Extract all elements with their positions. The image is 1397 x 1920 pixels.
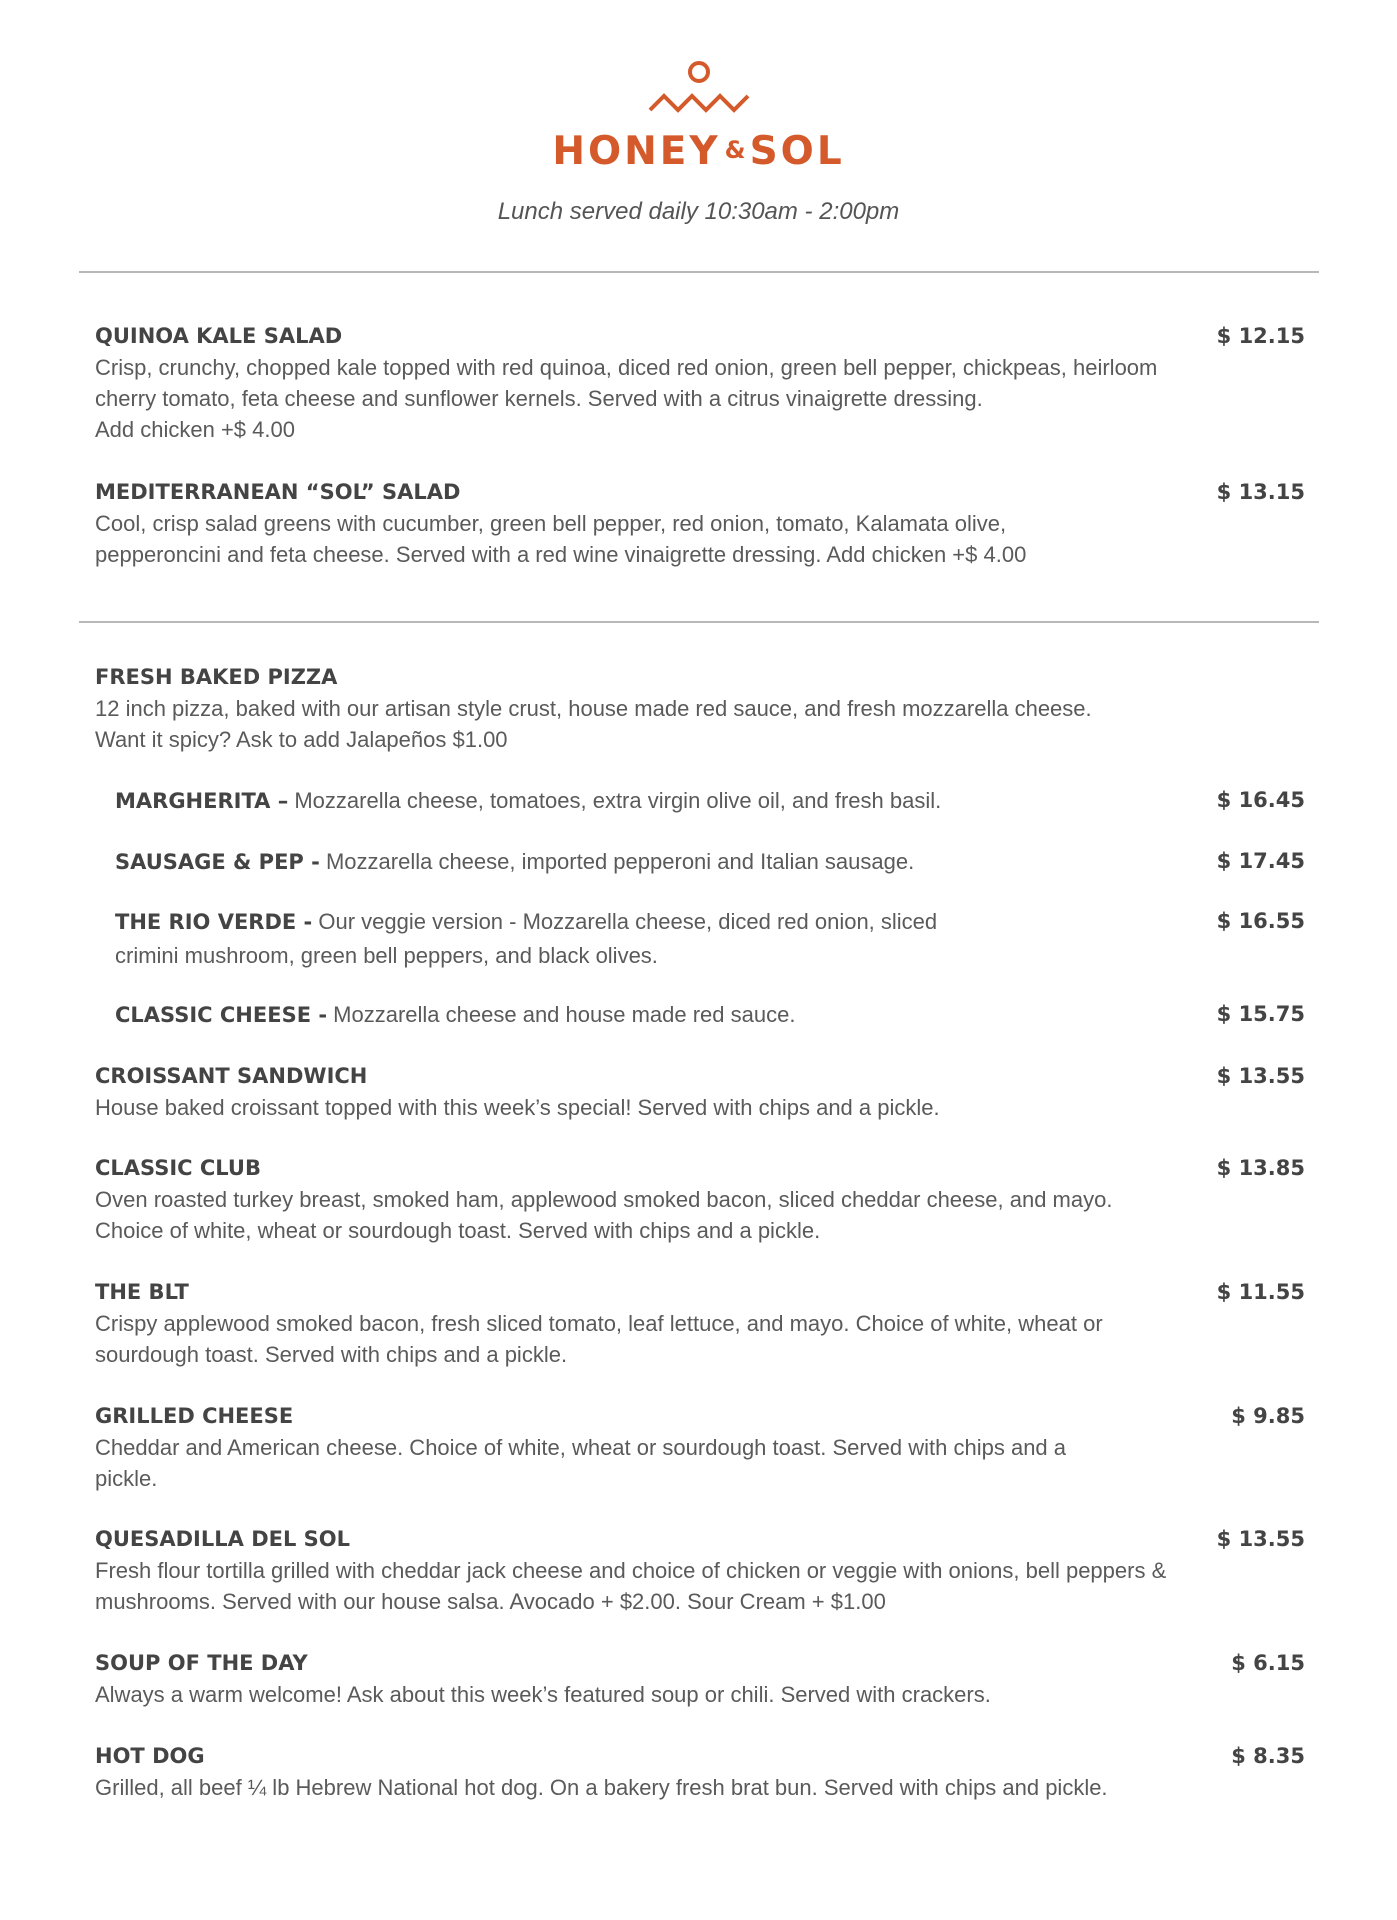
item-description: Mozzarella cheese, tomatoes, extra virgin olive oil, and fresh basil.: [288, 788, 942, 813]
item-note: Add chicken +$ 4.00: [95, 417, 295, 442]
divider: [79, 271, 1319, 273]
pizza-item-margherita: [115, 785, 1305, 819]
item-description: Cheddar and American cheese. Choice of white, wheat or sourdough toast. Served with chips and a pickle.: [95, 1435, 1067, 1491]
item-name: MEDITERRANEAN “SOL” SALAD: [95, 480, 461, 504]
item-price: $ 13.15: [1216, 480, 1305, 504]
item-description: 12 inch pizza, baked with our artisan style crust, house made red sauce, and fresh mozzarella cheese.: [95, 696, 1092, 721]
item-price: $ 16.45: [1216, 788, 1305, 812]
item-name: HOT DOG: [95, 1744, 205, 1768]
item-description: Mozzarella cheese, imported pepperoni and Italian sausage.: [319, 849, 915, 874]
item-price: $ 13.55: [1216, 1527, 1305, 1551]
item-price: $ 9.85: [1231, 1404, 1305, 1428]
menu-item-soup-of-the-day: [95, 1648, 1305, 1710]
item-description: Crispy applewood smoked bacon, fresh sliced tomato, leaf lettuce, and mayo. Choice of white, wheat or sourdough toast. Served with chips and a pickle.: [95, 1311, 1103, 1367]
item-description: Mozzarella cheese and house made red sauce.: [327, 1002, 796, 1027]
pizza-item-rio-verde: [115, 906, 1305, 974]
menu-item-the-blt: [95, 1277, 1305, 1370]
item-name: SOUP OF THE DAY: [95, 1651, 308, 1675]
item-name: GRILLED CHEESE: [95, 1404, 294, 1428]
item-description: House baked croissant topped with this week’s special! Served with chips and a pickle.: [95, 1095, 940, 1120]
menu-item-quinoa-kale-salad: [95, 321, 1305, 445]
menu-item-hot-dog: [95, 1741, 1305, 1803]
item-name: MARGHERITA –: [115, 789, 289, 813]
item-name: THE RIO VERDE -: [115, 910, 313, 934]
item-price: $ 17.45: [1216, 849, 1305, 873]
item-price: $ 13.55: [1216, 1064, 1305, 1088]
brand-name-right: SOL: [749, 129, 845, 174]
item-name: CLASSIC CLUB: [95, 1156, 261, 1180]
item-description: Cool, crisp salad greens with cucumber, green bell pepper, red onion, tomato, Kalamata olive, pepperoncini and feta cheese. Served with a red wine vinaigrette dressing. Add chicken +$ 4.00: [95, 511, 1027, 567]
brand-name: [0, 130, 1397, 172]
menu-item-quesadilla-del-sol: [95, 1524, 1305, 1617]
item-name: SAUSAGE & PEP -: [115, 850, 320, 874]
menu-item-classic-club: [95, 1153, 1305, 1246]
lunch-hours: Lunch served daily 10:30am - 2:00pm: [497, 198, 900, 225]
brand-name-left: HONEY: [552, 129, 721, 174]
item-description: Grilled, all beef ¼ lb Hebrew National hot dog. On a bakery fresh brat bun. Served with chips and pickle.: [95, 1775, 1108, 1800]
menu-section-pizza: [95, 662, 1305, 755]
pizza-item-classic-cheese: [115, 999, 1305, 1033]
item-price: $ 11.55: [1216, 1280, 1305, 1304]
item-description: Our veggie version - Mozzarella cheese, diced red onion, sliced crimini mushroom, green bell peppers, and black olives.: [115, 909, 938, 968]
menu-item-mediterranean-salad: [95, 477, 1305, 570]
item-description: Always a warm welcome! Ask about this week’s featured soup or chili. Served with crackers.: [95, 1682, 991, 1707]
item-price: $ 12.15: [1216, 324, 1305, 348]
item-price: $ 13.85: [1216, 1156, 1305, 1180]
brand-ampersand: &: [724, 136, 746, 164]
menu-item-grilled-cheese: [95, 1401, 1305, 1494]
menu-item-croissant-sandwich: [95, 1061, 1305, 1123]
item-name: QUESADILLA DEL SOL: [95, 1527, 351, 1551]
menu-header: [0, 0, 1397, 260]
item-price: $ 6.15: [1231, 1651, 1305, 1675]
sun-mountain-icon: [646, 60, 752, 122]
item-name: THE BLT: [95, 1280, 189, 1304]
item-name: FRESH BAKED PIZZA: [95, 665, 338, 689]
pizza-item-sausage-pep: [115, 846, 1305, 880]
divider: [79, 621, 1319, 623]
item-description: Fresh flour tortilla grilled with cheddar jack cheese and choice of chicken or veggie with onions, bell peppers & mushrooms. Served with our house salsa. Avocado + $2.00. Sour Cream + $1.00: [95, 1558, 1167, 1614]
item-note: Want it spicy? Ask to add Jalapeños $1.00: [95, 727, 508, 752]
item-price: $ 16.55: [1216, 909, 1305, 933]
item-price: $ 15.75: [1216, 1002, 1305, 1026]
item-description: Crisp, crunchy, chopped kale topped with red quinoa, diced red onion, green bell pepper, chickpeas, heirloom cherry tomato, feta cheese and sunflower kernels. Served with a citrus vinaigrette dressing.: [95, 355, 1158, 411]
item-price: $ 8.35: [1231, 1744, 1305, 1768]
item-name: QUINOA KALE SALAD: [95, 324, 343, 348]
item-name: CROISSANT SANDWICH: [95, 1064, 368, 1088]
item-description: Oven roasted turkey breast, smoked ham, applewood smoked bacon, sliced cheddar cheese, and mayo. Choice of white, wheat or sourdough toast. Served with chips and a pickle.: [95, 1187, 1113, 1243]
item-name: CLASSIC CHEESE -: [115, 1003, 328, 1027]
